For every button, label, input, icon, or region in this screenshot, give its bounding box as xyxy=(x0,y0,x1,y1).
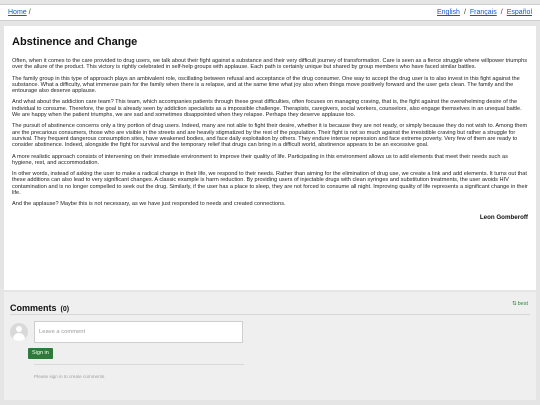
article-title: Abstinence and Change xyxy=(12,36,138,48)
article-paragraph: In other words, instead of asking the user to make a radical change in their life, we respond to their needs. Rather than aiming for the elimination of drug use, we create a link and add elements. It turns out that these additions can also lead to very significant changes. A classic example is harm reduction. By providing users of injectable drugs with clean syringes and substitution treatments, the user avoids HIV contamination and is no longer compelled to seek out the drug. Similarly, if the user has a place to sleep, they are not forced to consume all night. Improving quality of life represents a significant change in their life. xyxy=(12,171,528,197)
article-paragraph: And the applause? Maybe this is not necessary, as we have just responded to needs and created connections. xyxy=(12,201,286,208)
language-link-espanol[interactable]: Español xyxy=(506,9,532,16)
comments-count: (0) xyxy=(60,306,70,313)
language-link-english[interactable]: English xyxy=(436,9,460,16)
signin-note: Please sign in to create comments. xyxy=(34,374,106,379)
comments-section xyxy=(4,292,536,400)
article-paragraph: The family group in this type of approach plays an ambivalent role, oscillating between refusal and acceptance of the drug consumer. One way to accept the drug user is to also invest in this fight against the substance. What a difficulty, what immense pain for the family when there is a relapse, and at the same time what joy also when things move positively forward and the user gets clean. The family and the entourage also deserve applause. xyxy=(12,75,520,95)
breadcrumb-home-link[interactable]: Home xyxy=(8,9,27,16)
article-paragraph: Often, when it comes to the care provided to drug users, we talk about their fight against a substance and their very difficult journey of transformation. Care is seen as a fierce struggle where willpower triumphs over the allure of the product. This victory is rightly celebrated in self-help groups with applause. Each path is certainly unique but shared by group members who have faced similar battles. xyxy=(12,58,528,71)
top-navigation-bar xyxy=(0,4,540,21)
sort-arrows-icon: ⇅ xyxy=(511,301,517,307)
article-paragraph: And what about the addiction care team? This team, which accompanies patients through these great difficulties, often focuses on managing craving, that is, the fight against the overwhelming desire of the individual to consume. Therefore, the goal is already seen by addiction specialists as a impossible challenge. Therapists, caregivers, social workers, counselors, also engage themselves in an unequal battle. We are happy when the patient triumphs, we are sad and sometimes disappointed when they relapse. Perhaps they deserve applause too. xyxy=(12,99,522,119)
comment-compose-row xyxy=(10,321,530,345)
language-link-francais[interactable]: Français xyxy=(469,9,497,16)
avatar-head xyxy=(16,326,22,332)
article-paragraph: The pursuit of abstinence concerns only a tiny portion of drug users. Indeed, many are not able to fight their desire, whether it is because they are not ready, or simply because they do not wish to. Among them are the precarious consumers, those who are visible in the streets and are heavily stigmatized by the rest of the population. Their fight is not so much against the irresistible craving but rather a struggle for survival. They frequent dangerous consumption sites, have weakened bodies, and face daily exploitation by others. They endure intense repression and face extreme poverty. Very few of them are ready to consider abstinence. Indeed, alongside the fight for survival and the temporary relief that drugs can bring in a difficult world, abstinence appears to be an excessive goal. xyxy=(12,123,528,149)
comments-divider xyxy=(10,314,530,315)
article-panel xyxy=(4,26,536,290)
language-separator: / xyxy=(463,9,466,16)
comment-input[interactable] xyxy=(34,321,243,343)
comments-title: Comments xyxy=(10,303,57,313)
language-separator: / xyxy=(500,9,503,16)
sort-best-label: best xyxy=(517,301,528,307)
article-paragraph: A more realistic approach consists of intervening on their immediate environment to improve their quality of life. Participating in this environment allows us to add elements that meet their needs such as hygiene, rest, and accommodation. xyxy=(12,153,508,166)
breadcrumb xyxy=(8,5,31,20)
breadcrumb-separator: / xyxy=(28,9,31,16)
sort-best-toggle[interactable] xyxy=(512,301,528,307)
avatar-placeholder-icon xyxy=(10,323,28,341)
article-author: Leon Gomberoff xyxy=(479,213,528,221)
signin-divider xyxy=(34,364,244,365)
comments-header xyxy=(10,298,530,312)
avatar-body xyxy=(13,333,25,341)
sign-in-button[interactable]: Sign in xyxy=(28,348,53,359)
language-switcher xyxy=(437,5,532,20)
